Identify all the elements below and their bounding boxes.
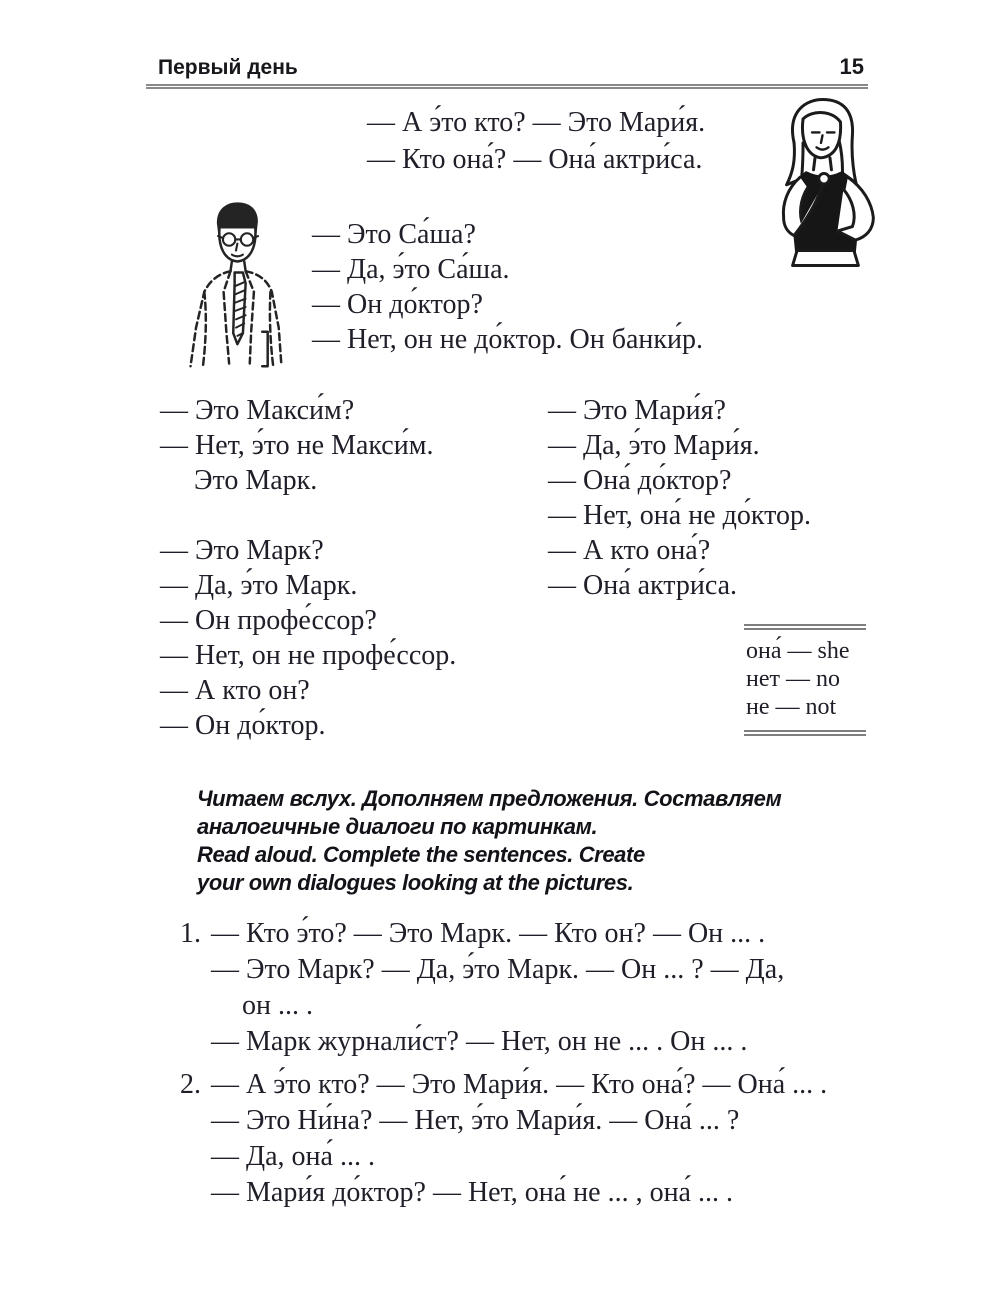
exercise-number: 2. bbox=[180, 1069, 201, 1100]
dialog-line: — Это Са́ша? bbox=[312, 219, 476, 250]
exercise-number: 1. bbox=[180, 918, 201, 949]
dialog-line: — Она́ до́ктор? bbox=[548, 465, 732, 496]
exercise-2 bbox=[180, 1067, 827, 1211]
exercise-line bbox=[180, 916, 827, 952]
dialog-line: — Да, э́то Мари́я. bbox=[548, 430, 760, 461]
instruction-line-en: Read aloud. Complete the sentences. Create bbox=[197, 842, 645, 867]
dialog-column-left bbox=[160, 393, 456, 743]
dialog-sasha bbox=[312, 217, 703, 357]
exercises bbox=[180, 916, 827, 1211]
exercise-line: — Марк журнали́ст? — Нет, он не ... . Он ... . bbox=[211, 1026, 748, 1057]
page-header-title: Первый день bbox=[158, 56, 298, 79]
dialog-line: — Да, э́то Са́ша. bbox=[312, 254, 510, 285]
exercise-line: — Это Марк? — Да, э́то Марк. — Он ... ? — Да, bbox=[211, 954, 785, 985]
dialog-line: — Это Мари́я? bbox=[548, 395, 726, 426]
dialog-line: — Это Макси́м? bbox=[160, 395, 355, 426]
dialog-line: — Он до́ктор? bbox=[312, 289, 483, 320]
dialog-line: — Нет, э́то не Макси́м. bbox=[160, 430, 434, 461]
dialog-line: — Нет, он не до́ктор. Он банки́р. bbox=[312, 324, 703, 355]
dialog-line: — А кто она́? bbox=[548, 535, 711, 566]
dialog-line: — Нет, она́ не до́ктор. bbox=[548, 500, 811, 531]
vocab-entry: она́ — she bbox=[746, 638, 850, 664]
woman-illustration bbox=[750, 95, 892, 267]
dialog-line: — Да, э́то Марк. bbox=[160, 570, 358, 601]
man-illustration bbox=[174, 200, 298, 374]
dialog-column-right bbox=[548, 393, 811, 603]
dialog-line: — Кто она́? — Она́ актри́са. bbox=[367, 144, 703, 175]
vocab-box bbox=[744, 624, 866, 736]
dialog-line: — А кто он? bbox=[160, 675, 310, 706]
header-rule bbox=[146, 84, 868, 89]
dialog-line: — Нет, он не профе́ссор. bbox=[160, 640, 457, 671]
vocab-entry: не — not bbox=[746, 694, 837, 720]
exercise-line bbox=[180, 1067, 827, 1103]
column-gap bbox=[160, 498, 456, 533]
exercise-text: — А э́то кто? — Это Мари́я. — Кто она́? — Она́ ... . bbox=[211, 1069, 828, 1100]
instruction-line-ru: Читаем вслух. Дополняем предложения. Составляем bbox=[197, 786, 782, 811]
exercise-line: — Мари́я до́ктор? — Нет, она́ не ... , она́ ... . bbox=[211, 1177, 733, 1208]
vocab-entry: нет — no bbox=[746, 666, 840, 692]
vocab-rule-bottom bbox=[744, 730, 866, 736]
exercise-text: — Кто э́то? — Это Марк. — Кто он? — Он ... . bbox=[211, 918, 766, 949]
task-instructions bbox=[197, 785, 781, 897]
dialog-line: — Он до́ктор. bbox=[160, 710, 326, 741]
exercise-1 bbox=[180, 916, 827, 1060]
dialog-line: — Он профе́ссор? bbox=[160, 605, 377, 636]
exercise-line: — Это Ни́на? — Нет, э́то Мари́я. — Она́ ... ? bbox=[211, 1105, 740, 1136]
exercise-line: он ... . bbox=[242, 990, 313, 1021]
page-number: 15 bbox=[839, 54, 864, 79]
exercise-line: — Да, она́ ... . bbox=[211, 1141, 375, 1172]
dialog-maria-intro bbox=[367, 104, 705, 178]
dialog-line: — Это Марк? bbox=[160, 535, 324, 566]
instruction-line-en: your own dialogues looking at the pictures. bbox=[197, 870, 634, 895]
dialog-line: — А э́то кто? — Это Мари́я. bbox=[367, 107, 706, 138]
dialog-line: Это Марк. bbox=[194, 465, 318, 496]
dialog-line: — Она́ актри́са. bbox=[548, 570, 738, 601]
instruction-line-ru: аналогичные диалоги по картинкам. bbox=[197, 814, 598, 839]
